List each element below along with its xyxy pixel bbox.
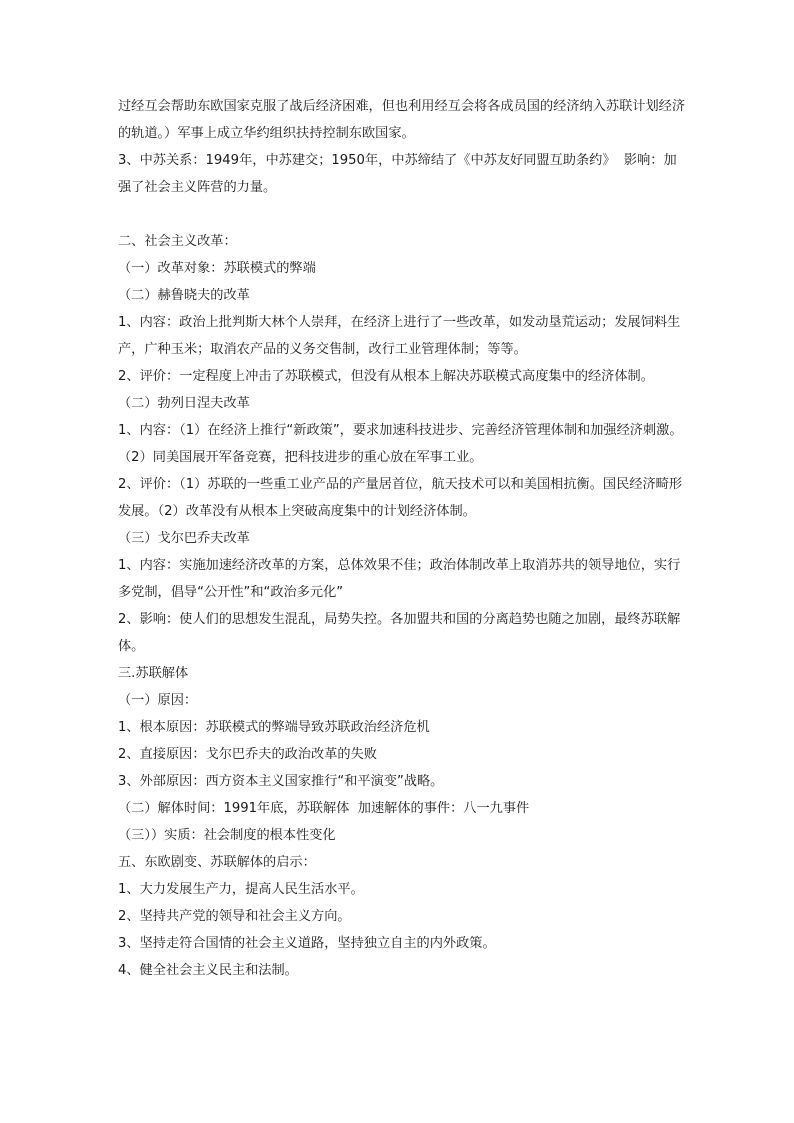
paragraph-brezhnev-content: 1、内容：（1）在经济上推行“新政策”，要求加速科技进步、完善经济管理体制和加强经济刺激。（2）同美国展开军备竞赛，把科技进步的重心放在军事工业。 <box>118 423 683 465</box>
list-item-external-cause: 3、外部原因：西方资本主义国家推行“和平演变”战略。 <box>118 774 444 789</box>
heading-lessons: 五、东欧剧变、苏联解体的启示： <box>118 855 316 870</box>
blank-line <box>118 201 688 228</box>
subheading-dissolution-time: （二）解体时间：1991年底，苏联解体 加速解体的事件：八一九事件 <box>118 801 530 816</box>
list-item-root-cause: 1、根本原因：苏联模式的弊端导致苏联政治经济危机 <box>118 720 430 735</box>
list-item-lesson-4: 4、健全社会主义民主和法制。 <box>118 963 298 978</box>
list-item-direct-cause: 2、直接原因：戈尔巴乔夫的政治改革的失败 <box>118 747 377 762</box>
subheading-essence: （三））实质：社会制度的根本性变化 <box>118 828 336 843</box>
subheading-causes: （一）原因： <box>118 693 198 708</box>
paragraph-sino-soviet-relations: 3、中苏关系：1949年，中苏建交；1950年，中苏缔结了《中苏友好同盟互助条约》 影响：加强了社会主义阵营的力量。 <box>118 153 677 195</box>
document-body <box>118 93 688 984</box>
paragraph-gorbachev-content: 1、内容：实施加速经济改革的方案，总体效果不佳；政治体制改革上取消苏共的领导地位，实行多党制，倡导“公开性”和“政治多元化” <box>118 558 681 600</box>
subheading-brezhnev-reform: （二）勃列日涅夫改革 <box>118 396 250 411</box>
paragraph-brezhnev-evaluation: 2、评价：（1）苏联的一些重工业产品的产量居首位，航天技术可以和美国相抗衡。国民经济畸形发展。（2）改革没有从根本上突破高度集中的计划经济体制。 <box>118 477 683 519</box>
paragraph-gorbachev-impact: 2、影响：使人们的思想发生混乱，局势失控。各加盟共和国的分离趋势也随之加剧，最终苏联解体。 <box>118 612 681 654</box>
paragraph-comecon-continued: 过经互会帮助东欧国家克服了战后经济困难，但也利用经互会将各成员国的经济纳入苏联计划经济的轨道。）军事上成立华约组织扶持控制东欧国家。 <box>118 99 686 141</box>
list-item-lesson-2: 2、坚持共产党的领导和社会主义方向。 <box>118 909 351 924</box>
subheading-gorbachev-reform: （三）戈尔巴乔夫改革 <box>118 531 250 546</box>
subheading-khrushchev-reform: （二）赫鲁晓夫的改革 <box>118 288 250 303</box>
list-item-lesson-1: 1、大力发展生产力，提高人民生活水平。 <box>118 882 364 897</box>
heading-socialist-reform: 二、社会主义改革： <box>118 234 237 249</box>
paragraph-khrushchev-evaluation: 2、评价：一定程度上冲击了苏联模式，但没有从根本上解决苏联模式高度集中的经济体制。 <box>118 369 654 384</box>
paragraph-khrushchev-content: 1、内容：政治上批判斯大林个人崇拜，在经济上进行了一些改革，如发动垦荒运动；发展饲料生产，广种玉米；取消农产品的义务交售制，改行工业管理体制；等等。 <box>118 315 681 357</box>
heading-soviet-dissolution: 三.苏联解体 <box>118 666 189 681</box>
list-item-lesson-3: 3、坚持走符合国情的社会主义道路，坚持独立自主的内外政策。 <box>118 936 496 951</box>
subheading-reform-target: （一）改革对象：苏联模式的弊端 <box>118 261 316 276</box>
